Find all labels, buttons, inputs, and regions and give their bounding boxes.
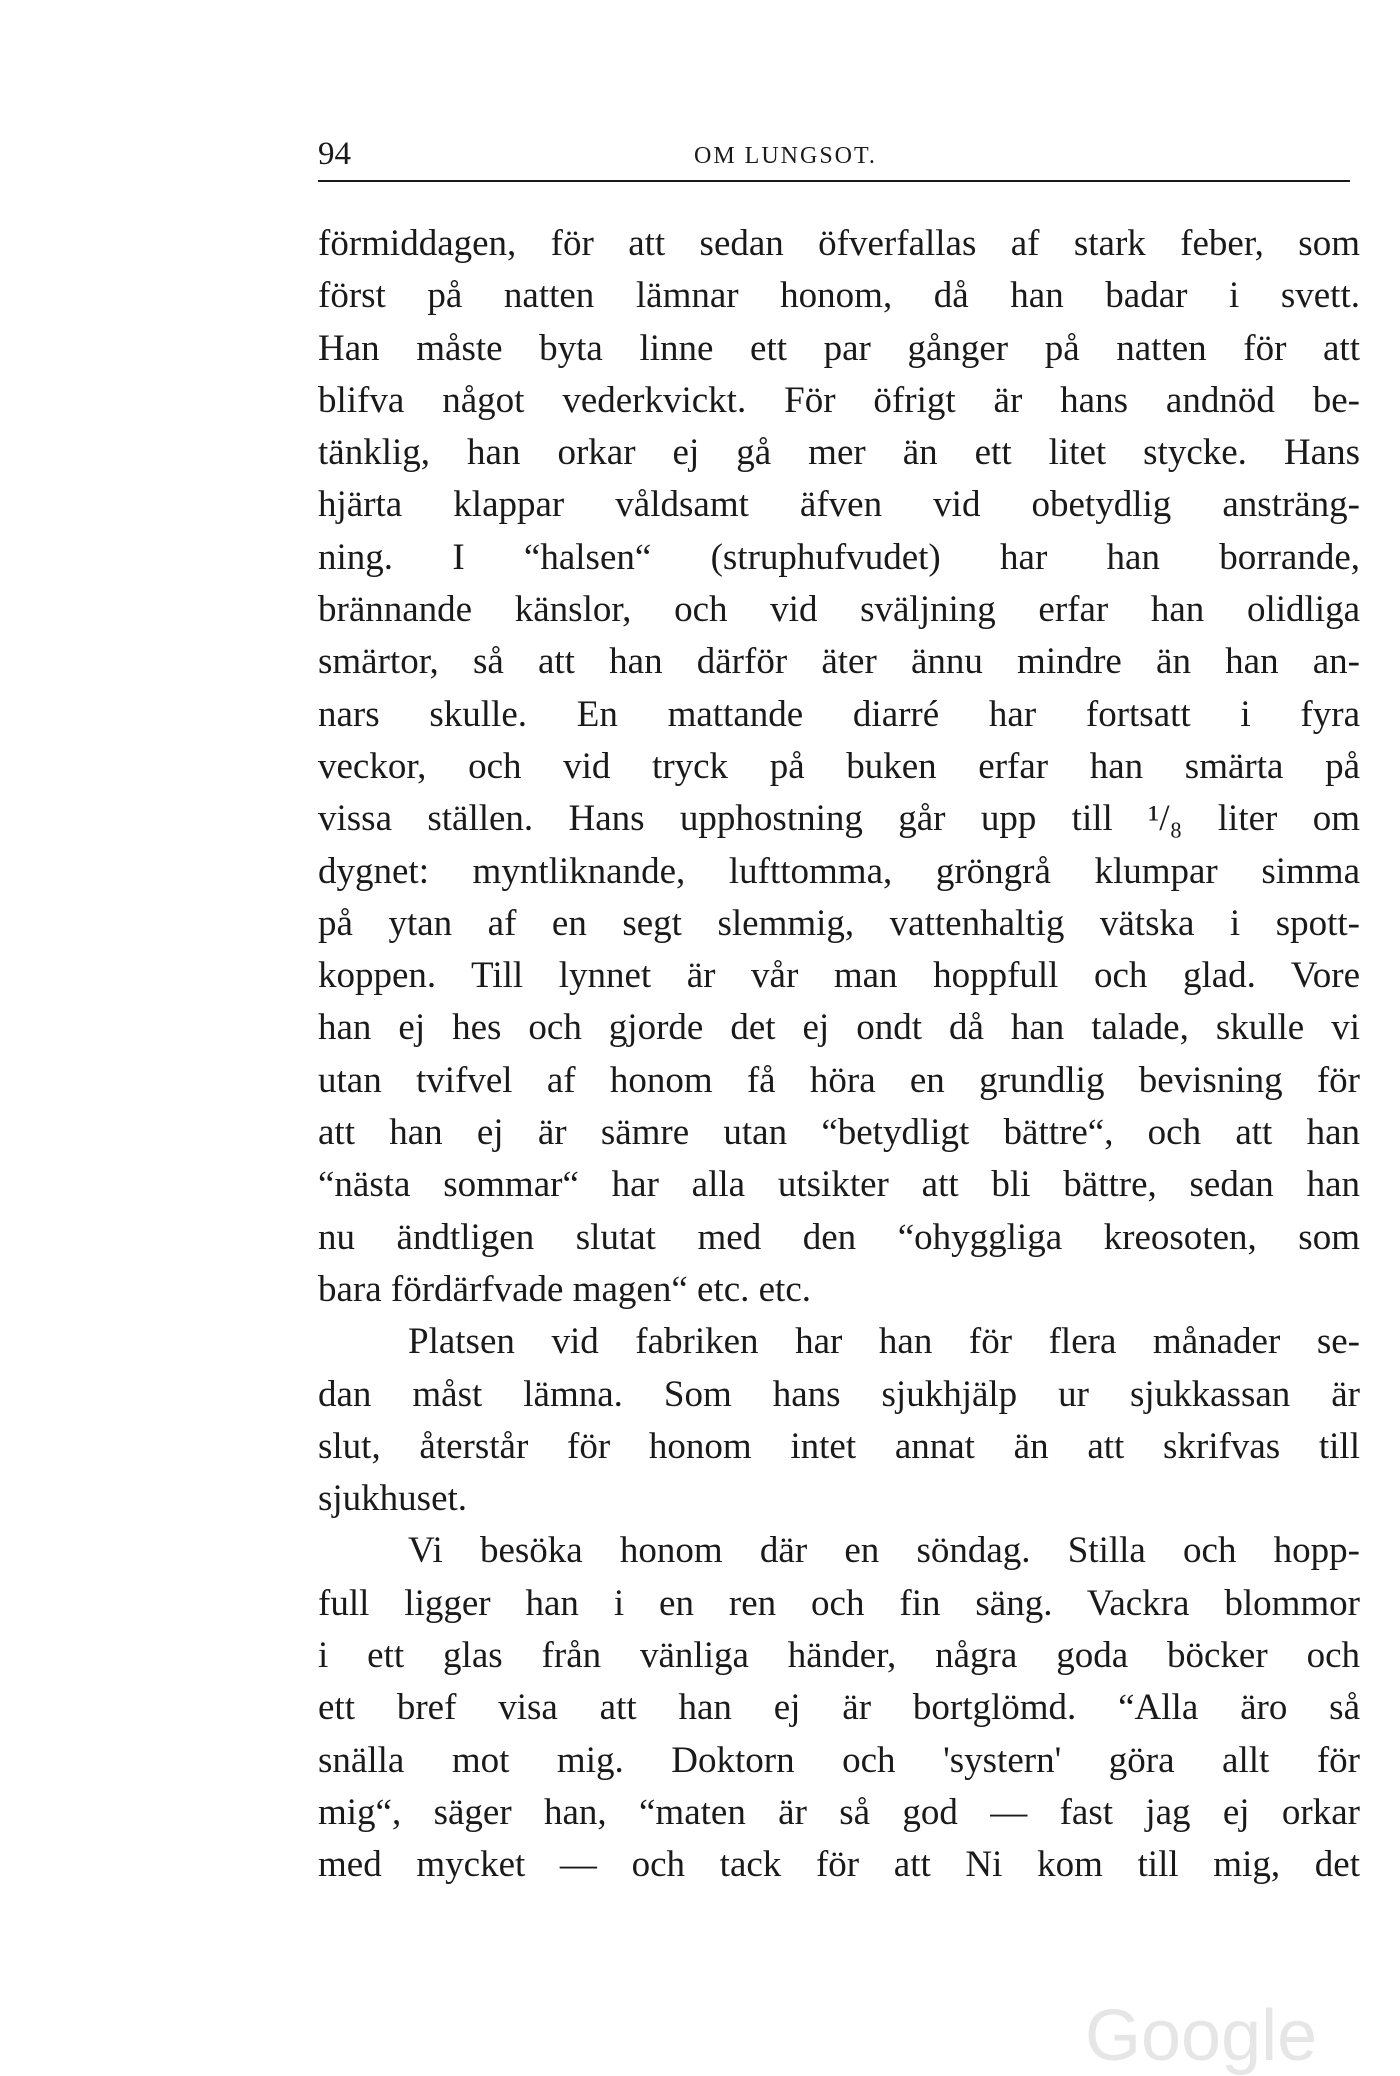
page-number: 94	[318, 136, 351, 172]
text-line: blifva något vederkvickt. För öfrigt är hans andnöd be-	[318, 379, 1360, 421]
text-line: nars skulle. En mattande diarré har fortsatt i fyra	[318, 693, 1360, 735]
text-line: vissa ställen. Hans upphostning går upp till ¹/₈ liter om	[318, 798, 1360, 840]
header-rule	[318, 180, 1350, 182]
text-line: ett bref visa att han ej är bortglömd. “Alla äro så	[318, 1687, 1360, 1729]
text-line: slut, återstår för honom intet annat än att skrifvas till	[318, 1425, 1360, 1467]
text-line: dygnet: myntliknande, lufttomma, gröngrå klumpar simma	[318, 850, 1360, 892]
paragraph-1	[318, 218, 1360, 1316]
text-line: full ligger han i en ren och fin säng. Vackra blommor	[318, 1582, 1360, 1624]
text-line: nu ändtligen slutat med den “ohyggliga kreosoten, som	[318, 1216, 1360, 1258]
text-line: brännande känslor, och vid sväljning erfar han olidliga	[318, 589, 1360, 631]
running-head	[318, 132, 1350, 180]
text-line: smärtor, så att han därför äter ännu mindre än han an-	[318, 641, 1360, 683]
text-line: utan tvifvel af honom få höra en grundlig bevisning för	[318, 1059, 1360, 1101]
text-line: Platsen vid fabriken har han för flera månader se-	[408, 1321, 1360, 1363]
text-line: i ett glas från vänliga händer, några goda böcker och	[318, 1635, 1360, 1677]
text-line: mig“, säger han, “maten är så god — fast jag ej orkar	[318, 1791, 1360, 1833]
text-line: tänklig, han orkar ej gå mer än ett litet stycke. Hans	[318, 432, 1360, 474]
text-line: på ytan af en segt slemmig, vattenhaltig vätska i spott-	[318, 902, 1360, 944]
text-line: han ej hes och gjorde det ej ondt då han talade, skulle vi	[318, 1007, 1360, 1049]
text-line: Vi besöka honom där en söndag. Stilla och hopp-	[408, 1530, 1360, 1572]
text-line: “nästa sommar“ har alla utsikter att bli bättre, sedan han	[318, 1164, 1360, 1206]
text-line: först på natten lämnar honom, då han badar i svett.	[318, 275, 1360, 317]
text-line: sjukhuset.	[318, 1478, 468, 1520]
text-line: förmiddagen, för att sedan öfverfallas af stark feber, som	[318, 223, 1360, 264]
text-line: med mycket — och tack för att Ni kom till mig, det	[318, 1844, 1360, 1886]
text-line: bara fördärfvade magen“ etc. etc.	[318, 1268, 812, 1310]
text-line: att han ej är sämre utan “betydligt bättre“, och att han	[318, 1112, 1360, 1154]
text-line: koppen. Till lynnet är vår man hoppfull och glad. Vore	[318, 955, 1360, 997]
text-line: ning. I “halsen“ (struphufvudet) har han borrande,	[318, 536, 1360, 578]
body-text	[318, 218, 1360, 1892]
scan-watermark: Google	[1085, 1996, 1318, 2076]
text-line: hjärta klappar våldsamt äfven vid obetydlig ansträng-	[318, 484, 1360, 526]
paragraph-2	[318, 1316, 1360, 1525]
text-line: dan måst lämna. Som hans sjukhjälp ur sjukkassan är	[318, 1373, 1360, 1415]
text-line: snälla mot mig. Doktorn och 'systern' göra allt för	[318, 1739, 1360, 1781]
text-line: Han måste byta linne ett par gånger på natten för att	[318, 327, 1360, 369]
running-title: OM LUNGSOT.	[694, 143, 877, 169]
text-line: veckor, och vid tryck på buken erfar han smärta på	[318, 745, 1360, 787]
paragraph-3	[318, 1525, 1360, 1891]
